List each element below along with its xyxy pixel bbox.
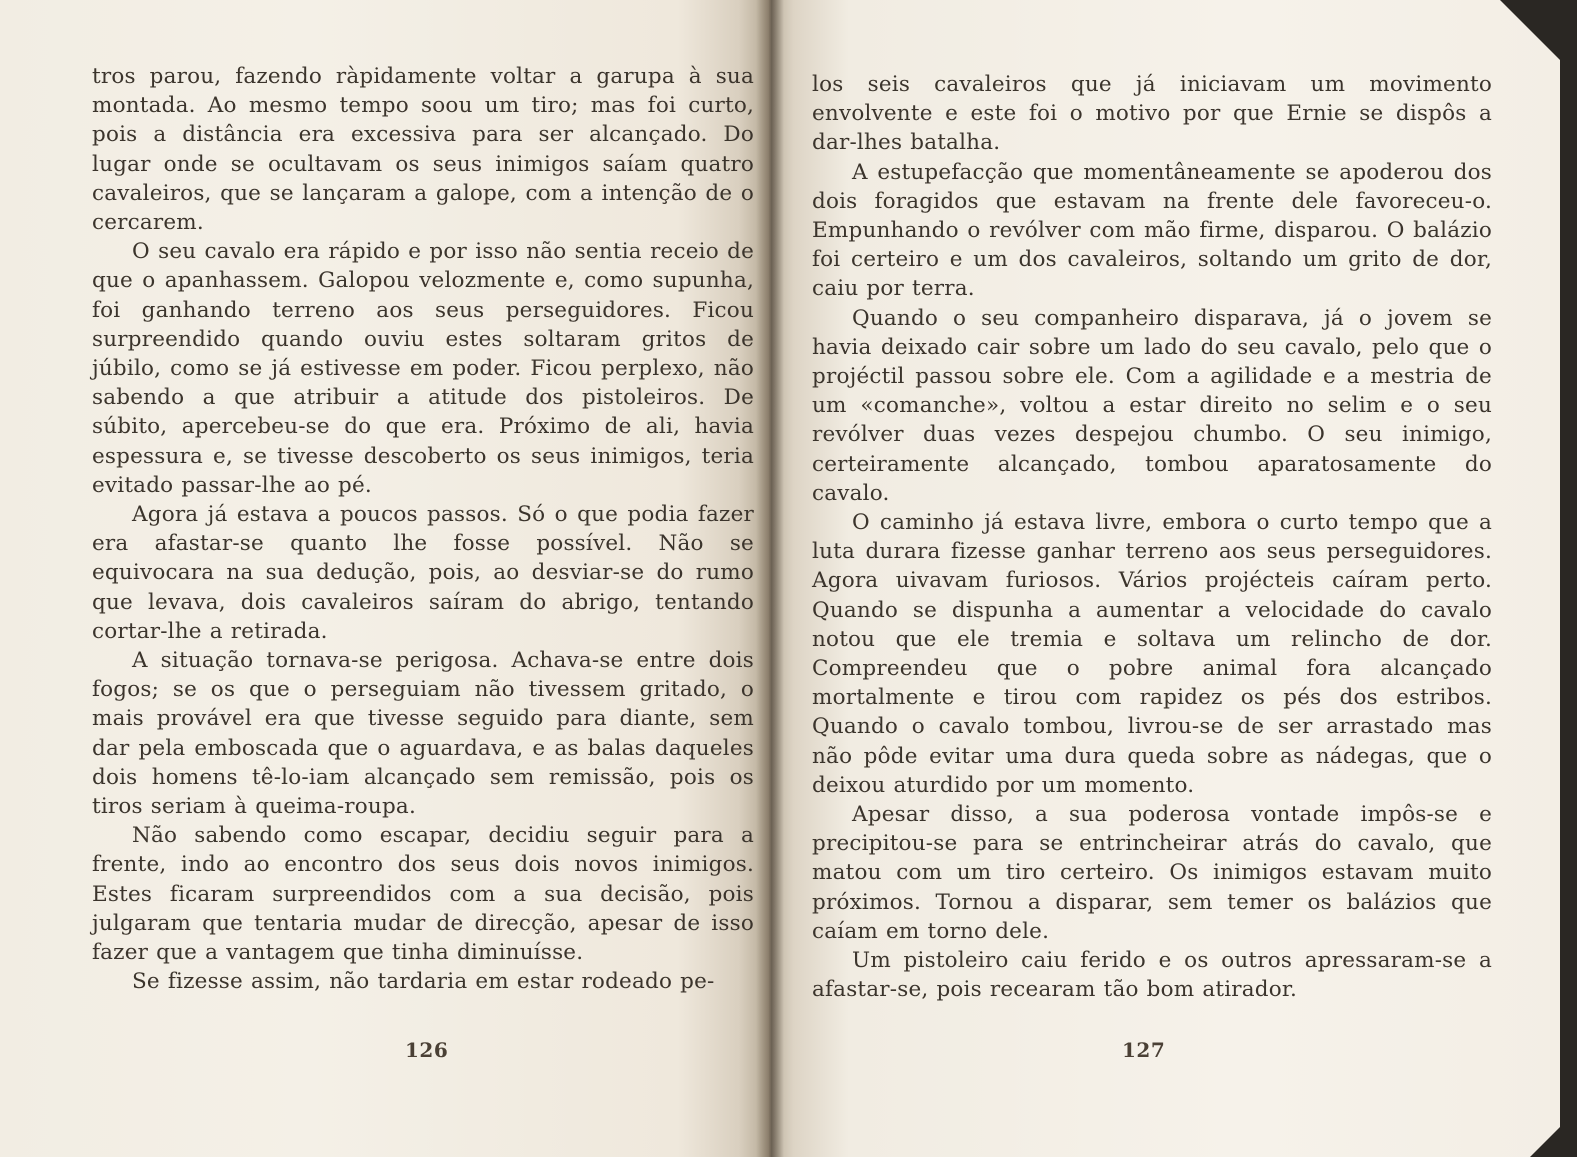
paragraph: A situação tornava-se perigosa. Achava-se entre dois fogos; se os que o perseguiam não tivessem gritado, o mais provável era que tivesse seguido para diante, sem dar pela emboscada que o aguardava, e as balas daqueles dois homens tê-lo-iam alcançado sem remissão, pois os tiros seriam à queima-roupa. [92,648,754,820]
left-page [0,0,770,1157]
paragraph: Se fizesse assim, não tardaria em estar rodeado pe- [132,969,715,995]
paragraph: tros parou, fazendo ràpidamente voltar a garupa à sua montada. Ao mesmo tempo soou um tiro; mas foi curto, pois a distância era excessiva para ser alcançado. Do lugar onde se ocultavam os seus inimigos saíam quatro cavaleiros, que se lançaram a galope, com a intenção de o cercarem. [92,64,754,236]
paragraph: Quando o seu companheiro disparava, já o jovem se havia deixado cair sobre um lado do seu cavalo, pelo que o projéctil passou sobre ele. Com a agilidade e a mestria de um «comanche», voltou a estar direito no selim e o seu revólver duas vezes despejou chumbo. O seu inimigo, certeiramente alcançado, tombou aparatosamente do cavalo. [812,305,1492,506]
paragraph: Um pistoleiro caiu ferido e os outros apressaram-se a afastar-se, pois recearam tão bom atirador. [812,948,1492,1003]
right-page-text [812,70,1492,1005]
paragraph: O seu cavalo era rápido e por isso não sentia receio de que o apanhassem. Galopou velozmente e, como supunha, foi ganhando terreno aos seus perseguidores. Ficou surpreendido quando ouviu estes soltaram gritos de júbilo, como se já estivesse em poder. Ficou perplexo, não sabendo a que atribuir a atitude dos pistoleiros. De súbito, apercebeu-se do que era. Próximo de ali, havia espessura e, se tivesse descoberto os seus inimigos, teria evitado passar-lhe ao pé. [92,239,754,498]
paragraph: O caminho já estava livre, embora o curto tempo que a luta durara fizesse ganhar terreno aos seus perseguidores. Agora uivavam furiosos. Vários projécteis caíram perto. Quando se dispunha a aumentar a velocidade do cavalo notou que ele tremia e soltava um relincho de dor. Compreendeu que o pobre animal fora alcançado mortalmente e tirou com rapidez os pés dos estribos. Quando o cavalo tombou, livrou-se de ser arrastado mas não pôde evitar uma dura queda sobre as nádegas, que o deixou aturdido por um momento. [812,510,1492,798]
paragraph: A estupefacção que momentâneamente se apoderou dos dois foragidos que estavam na frente dele favoreceu-o. Empunhando o revólver com mão firme, disparou. O balázio foi certeiro e um dos cavaleiros, soltando um grito de dor, caiu por terra. [812,159,1492,302]
page-number: 127 [1122,1038,1166,1062]
paragraph: Agora já estava a poucos passos. Só o que podia fazer era afastar-se quanto lhe fosse possível. Não se equivocara na sua dedução, pois, ao desviar-se do rumo que levava, dois cavaleiros saíram do abrigo, tentando cortar-lhe a retirada. [92,502,754,644]
page-corner [1530,1127,1560,1157]
left-page-text [92,62,754,997]
page-number: 126 [405,1038,449,1062]
paragraph: los seis cavaleiros que já iniciavam um movimento envolvente e este foi o motivo por que Ernie se dispôs a dar-lhes batalha. [812,72,1492,156]
paragraph: Não sabendo como escapar, decidiu seguir para a frente, indo ao encontro dos seus dois novos inimigos. Estes ficaram surpreendidos com a sua decisão, pois julgaram que tentaria mudar de direcção, apesar de isso fazer que a vantagem que tinha diminuísse. [92,823,754,966]
right-page [770,0,1560,1157]
page-corner [1500,0,1560,60]
paragraph: Apesar disso, a sua poderosa vontade impôs-se e precipitou-se para se entrincheirar atrás do cavalo, que matou com um tiro certeiro. Os inimigos estavam muito próximos. Tornou a disparar, sem temer os balázios que caíam em torno dele. [812,802,1492,944]
book-gutter [756,0,784,1157]
